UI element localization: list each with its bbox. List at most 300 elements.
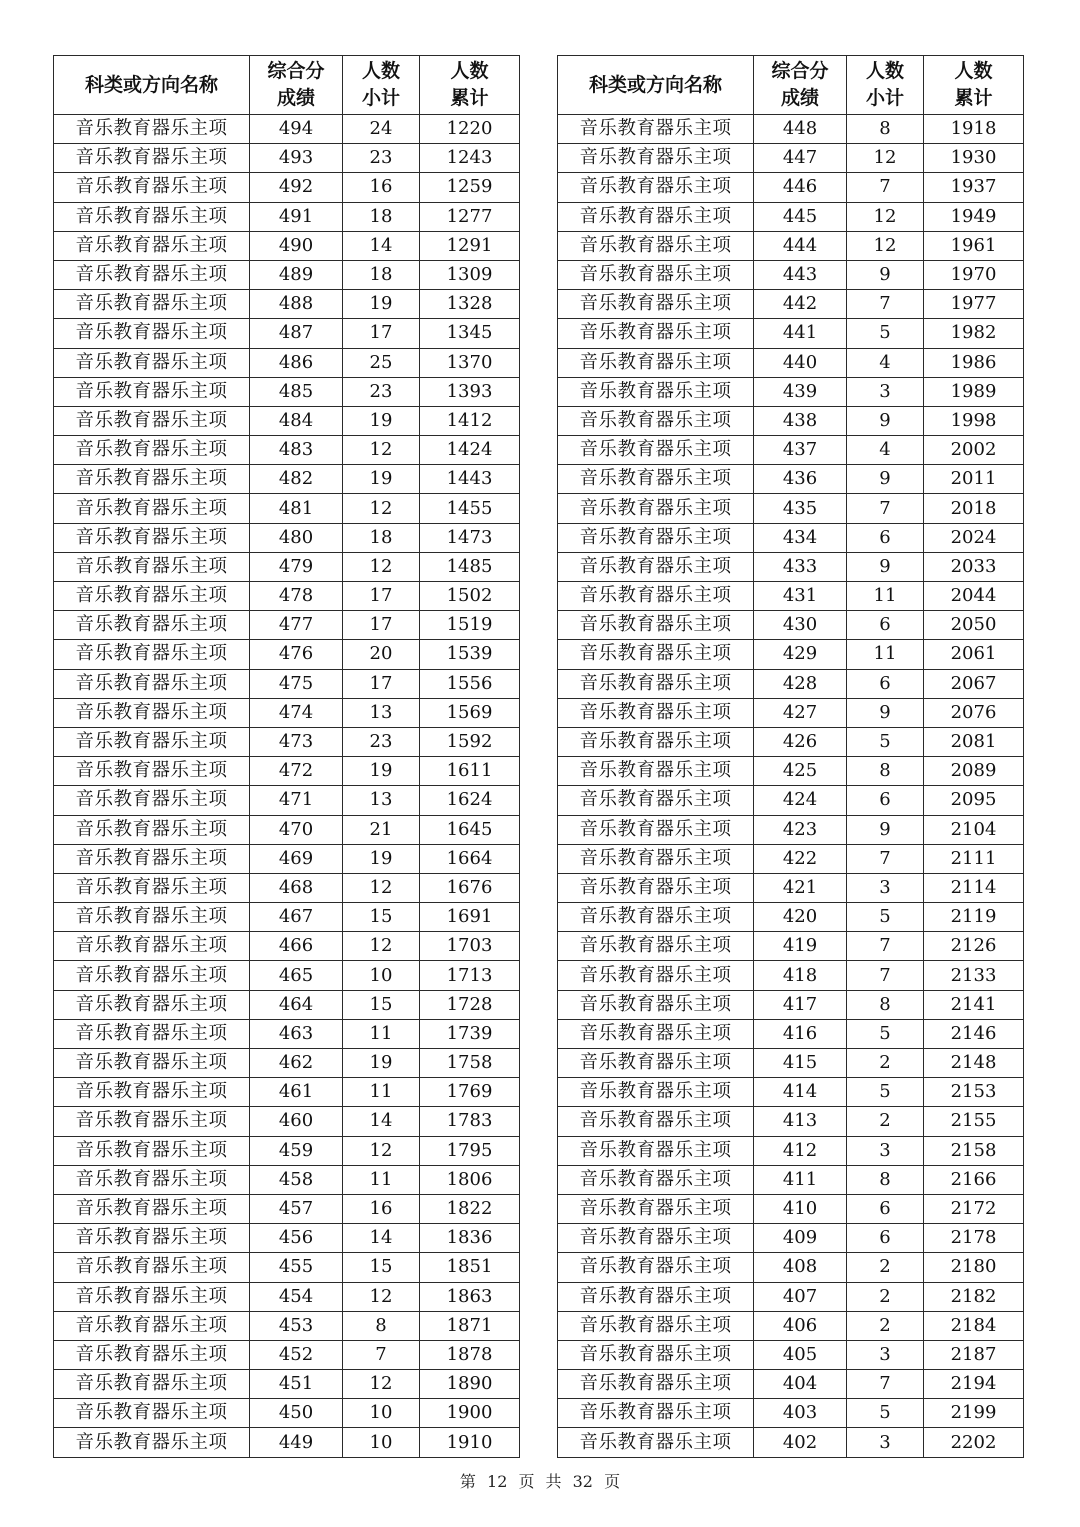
cell-count: 18 bbox=[343, 202, 420, 231]
cell-score: 491 bbox=[250, 202, 343, 231]
cell-count: 16 bbox=[343, 1194, 420, 1223]
cell-score: 428 bbox=[754, 669, 847, 698]
header-score: 综合分 成绩 bbox=[250, 56, 343, 115]
table-row bbox=[558, 669, 1024, 698]
cell-count: 2 bbox=[847, 1311, 924, 1340]
table-row bbox=[54, 523, 520, 552]
cell-name: 音乐教育器乐主项 bbox=[54, 523, 250, 552]
score-table-left bbox=[53, 55, 520, 1458]
table-row bbox=[558, 611, 1024, 640]
cell-score: 470 bbox=[250, 815, 343, 844]
cell-score: 437 bbox=[754, 436, 847, 465]
table-row bbox=[558, 1370, 1024, 1399]
cell-score: 408 bbox=[754, 1253, 847, 1282]
table-row bbox=[558, 1165, 1024, 1194]
cell-name: 音乐教育器乐主项 bbox=[54, 873, 250, 902]
table-row bbox=[54, 260, 520, 289]
table-row bbox=[54, 640, 520, 669]
table-row bbox=[558, 406, 1024, 435]
cell-name: 音乐教育器乐主项 bbox=[558, 844, 754, 873]
header-name: 科类或方向名称 bbox=[558, 56, 754, 115]
cell-cumulative: 1519 bbox=[420, 611, 520, 640]
cell-name: 音乐教育器乐主项 bbox=[54, 611, 250, 640]
cell-score: 449 bbox=[250, 1428, 343, 1457]
cell-name: 音乐教育器乐主项 bbox=[558, 552, 754, 581]
cell-name: 音乐教育器乐主项 bbox=[54, 1078, 250, 1107]
cell-cumulative: 2104 bbox=[924, 815, 1024, 844]
cell-score: 422 bbox=[754, 844, 847, 873]
cell-name: 音乐教育器乐主项 bbox=[54, 990, 250, 1019]
cell-cumulative: 1370 bbox=[420, 348, 520, 377]
cell-name: 音乐教育器乐主项 bbox=[558, 1194, 754, 1223]
cell-score: 468 bbox=[250, 873, 343, 902]
cell-cumulative: 2050 bbox=[924, 611, 1024, 640]
cell-score: 410 bbox=[754, 1194, 847, 1223]
table-row bbox=[558, 1049, 1024, 1078]
cell-count: 10 bbox=[343, 1428, 420, 1457]
cell-count: 20 bbox=[343, 640, 420, 669]
cell-score: 409 bbox=[754, 1224, 847, 1253]
cell-name: 音乐教育器乐主项 bbox=[54, 932, 250, 961]
cell-score: 450 bbox=[250, 1399, 343, 1428]
cell-score: 467 bbox=[250, 903, 343, 932]
cell-cumulative: 2202 bbox=[924, 1428, 1024, 1457]
cell-cumulative: 1485 bbox=[420, 552, 520, 581]
cell-count: 23 bbox=[343, 144, 420, 173]
cell-score: 451 bbox=[250, 1370, 343, 1399]
table-row bbox=[54, 290, 520, 319]
cell-score: 476 bbox=[250, 640, 343, 669]
cell-score: 430 bbox=[754, 611, 847, 640]
table-row bbox=[558, 903, 1024, 932]
cell-score: 488 bbox=[250, 290, 343, 319]
cell-count: 5 bbox=[847, 727, 924, 756]
cell-cumulative: 2166 bbox=[924, 1165, 1024, 1194]
cell-score: 456 bbox=[250, 1224, 343, 1253]
table-row bbox=[558, 786, 1024, 815]
table-row bbox=[558, 1194, 1024, 1223]
table-row bbox=[558, 1282, 1024, 1311]
cell-name: 音乐教育器乐主项 bbox=[54, 290, 250, 319]
cell-name: 音乐教育器乐主项 bbox=[558, 406, 754, 435]
cell-cumulative: 1998 bbox=[924, 406, 1024, 435]
cell-name: 音乐教育器乐主项 bbox=[558, 1078, 754, 1107]
table-row bbox=[558, 202, 1024, 231]
cell-score: 490 bbox=[250, 231, 343, 260]
cell-count: 6 bbox=[847, 611, 924, 640]
table-row bbox=[54, 815, 520, 844]
cell-name: 音乐教育器乐主项 bbox=[54, 1194, 250, 1223]
cell-name: 音乐教育器乐主项 bbox=[558, 1340, 754, 1369]
cell-score: 455 bbox=[250, 1253, 343, 1282]
cell-name: 音乐教育器乐主项 bbox=[54, 786, 250, 815]
table-row bbox=[54, 903, 520, 932]
cell-score: 465 bbox=[250, 961, 343, 990]
table-row bbox=[54, 115, 520, 144]
table-row bbox=[558, 844, 1024, 873]
table-row bbox=[558, 961, 1024, 990]
cell-name: 音乐教育器乐主项 bbox=[558, 990, 754, 1019]
header-cumulative: 人数 累计 bbox=[924, 56, 1024, 115]
cell-count: 3 bbox=[847, 1340, 924, 1369]
table-row bbox=[54, 319, 520, 348]
table-row bbox=[558, 1428, 1024, 1457]
cell-name: 音乐教育器乐主项 bbox=[558, 144, 754, 173]
cell-cumulative: 1611 bbox=[420, 757, 520, 786]
cell-count: 12 bbox=[343, 436, 420, 465]
cell-name: 音乐教育器乐主项 bbox=[54, 494, 250, 523]
cell-cumulative: 2011 bbox=[924, 465, 1024, 494]
table-row bbox=[54, 1078, 520, 1107]
cell-score: 403 bbox=[754, 1399, 847, 1428]
cell-count: 14 bbox=[343, 1107, 420, 1136]
cell-count: 6 bbox=[847, 786, 924, 815]
cell-cumulative: 1937 bbox=[924, 173, 1024, 202]
cell-name: 音乐教育器乐主项 bbox=[558, 1253, 754, 1282]
header-score: 综合分 成绩 bbox=[754, 56, 847, 115]
cell-score: 473 bbox=[250, 727, 343, 756]
cell-score: 453 bbox=[250, 1311, 343, 1340]
cell-count: 19 bbox=[343, 465, 420, 494]
cell-cumulative: 2067 bbox=[924, 669, 1024, 698]
cell-name: 音乐教育器乐主项 bbox=[54, 319, 250, 348]
cell-score: 492 bbox=[250, 173, 343, 202]
table-row bbox=[558, 757, 1024, 786]
cell-score: 427 bbox=[754, 698, 847, 727]
cell-name: 音乐教育器乐主项 bbox=[54, 1224, 250, 1253]
cell-name: 音乐教育器乐主项 bbox=[54, 348, 250, 377]
cell-name: 音乐教育器乐主项 bbox=[54, 436, 250, 465]
cell-name: 音乐教育器乐主项 bbox=[54, 1282, 250, 1311]
table-row bbox=[54, 406, 520, 435]
cell-name: 音乐教育器乐主项 bbox=[558, 1019, 754, 1048]
cell-score: 417 bbox=[754, 990, 847, 1019]
cell-count: 13 bbox=[343, 698, 420, 727]
cell-cumulative: 2119 bbox=[924, 903, 1024, 932]
table-row bbox=[54, 669, 520, 698]
cell-score: 463 bbox=[250, 1019, 343, 1048]
cell-name: 音乐教育器乐主项 bbox=[54, 903, 250, 932]
cell-cumulative: 1918 bbox=[924, 115, 1024, 144]
cell-name: 音乐教育器乐主项 bbox=[558, 873, 754, 902]
cell-count: 18 bbox=[343, 260, 420, 289]
cell-score: 426 bbox=[754, 727, 847, 756]
cell-score: 447 bbox=[754, 144, 847, 173]
cell-count: 12 bbox=[847, 231, 924, 260]
cell-name: 音乐教育器乐主项 bbox=[558, 640, 754, 669]
cell-cumulative: 1703 bbox=[420, 932, 520, 961]
cell-cumulative: 1424 bbox=[420, 436, 520, 465]
cell-name: 音乐教育器乐主项 bbox=[558, 1136, 754, 1165]
cell-count: 17 bbox=[343, 319, 420, 348]
cell-name: 音乐教育器乐主项 bbox=[558, 1107, 754, 1136]
cell-cumulative: 1795 bbox=[420, 1136, 520, 1165]
cell-count: 24 bbox=[343, 115, 420, 144]
cell-score: 444 bbox=[754, 231, 847, 260]
cell-count: 7 bbox=[847, 290, 924, 319]
cell-cumulative: 1878 bbox=[420, 1340, 520, 1369]
table-row bbox=[558, 231, 1024, 260]
cell-cumulative: 1822 bbox=[420, 1194, 520, 1223]
cell-count: 9 bbox=[847, 465, 924, 494]
table-row bbox=[54, 1340, 520, 1369]
cell-name: 音乐教育器乐主项 bbox=[54, 640, 250, 669]
cell-cumulative: 1739 bbox=[420, 1019, 520, 1048]
cell-score: 442 bbox=[754, 290, 847, 319]
cell-score: 460 bbox=[250, 1107, 343, 1136]
cell-count: 9 bbox=[847, 815, 924, 844]
table-row bbox=[558, 932, 1024, 961]
cell-count: 14 bbox=[343, 1224, 420, 1253]
table-row bbox=[558, 319, 1024, 348]
cell-name: 音乐教育器乐主项 bbox=[54, 815, 250, 844]
cell-name: 音乐教育器乐主项 bbox=[558, 727, 754, 756]
cell-cumulative: 1328 bbox=[420, 290, 520, 319]
cell-count: 4 bbox=[847, 436, 924, 465]
cell-name: 音乐教育器乐主项 bbox=[558, 1165, 754, 1194]
cell-name: 音乐教育器乐主项 bbox=[558, 961, 754, 990]
table-row bbox=[54, 231, 520, 260]
cell-cumulative: 2153 bbox=[924, 1078, 1024, 1107]
cell-name: 音乐教育器乐主项 bbox=[54, 1311, 250, 1340]
cell-score: 469 bbox=[250, 844, 343, 873]
cell-name: 音乐教育器乐主项 bbox=[558, 115, 754, 144]
cell-name: 音乐教育器乐主项 bbox=[54, 552, 250, 581]
cell-count: 10 bbox=[343, 961, 420, 990]
table-row bbox=[558, 640, 1024, 669]
cell-score: 429 bbox=[754, 640, 847, 669]
cell-name: 音乐教育器乐主项 bbox=[54, 1136, 250, 1165]
table-row bbox=[54, 932, 520, 961]
cell-score: 415 bbox=[754, 1049, 847, 1078]
table-row bbox=[54, 1311, 520, 1340]
cell-count: 5 bbox=[847, 903, 924, 932]
cell-count: 7 bbox=[847, 932, 924, 961]
table-row bbox=[54, 1165, 520, 1194]
cell-score: 466 bbox=[250, 932, 343, 961]
table-row bbox=[558, 144, 1024, 173]
cell-cumulative: 1970 bbox=[924, 260, 1024, 289]
table-row bbox=[558, 552, 1024, 581]
cell-name: 音乐教育器乐主项 bbox=[54, 465, 250, 494]
cell-count: 5 bbox=[847, 1078, 924, 1107]
cell-name: 音乐教育器乐主项 bbox=[54, 757, 250, 786]
cell-count: 2 bbox=[847, 1253, 924, 1282]
table-row bbox=[558, 1136, 1024, 1165]
cell-score: 423 bbox=[754, 815, 847, 844]
cell-score: 424 bbox=[754, 786, 847, 815]
table-row bbox=[558, 1078, 1024, 1107]
table-row bbox=[54, 1194, 520, 1223]
cell-count: 7 bbox=[847, 844, 924, 873]
cell-count: 8 bbox=[847, 1165, 924, 1194]
table-row bbox=[54, 202, 520, 231]
cell-cumulative: 1989 bbox=[924, 377, 1024, 406]
cell-cumulative: 1769 bbox=[420, 1078, 520, 1107]
cell-name: 音乐教育器乐主项 bbox=[54, 115, 250, 144]
cell-score: 478 bbox=[250, 582, 343, 611]
cell-count: 19 bbox=[343, 406, 420, 435]
cell-score: 419 bbox=[754, 932, 847, 961]
cell-score: 489 bbox=[250, 260, 343, 289]
cell-count: 6 bbox=[847, 1194, 924, 1223]
cell-count: 12 bbox=[847, 202, 924, 231]
table-row bbox=[558, 873, 1024, 902]
cell-cumulative: 2158 bbox=[924, 1136, 1024, 1165]
header-count: 人数 小计 bbox=[847, 56, 924, 115]
cell-cumulative: 2172 bbox=[924, 1194, 1024, 1223]
cell-name: 音乐教育器乐主项 bbox=[54, 1340, 250, 1369]
table-row bbox=[54, 611, 520, 640]
table-row bbox=[558, 815, 1024, 844]
cell-cumulative: 2089 bbox=[924, 757, 1024, 786]
cell-score: 464 bbox=[250, 990, 343, 1019]
cell-score: 413 bbox=[754, 1107, 847, 1136]
cell-name: 音乐教育器乐主项 bbox=[558, 348, 754, 377]
table-row bbox=[54, 786, 520, 815]
table-row bbox=[54, 727, 520, 756]
cell-score: 439 bbox=[754, 377, 847, 406]
cell-cumulative: 1645 bbox=[420, 815, 520, 844]
cell-name: 音乐教育器乐主项 bbox=[558, 319, 754, 348]
cell-count: 17 bbox=[343, 611, 420, 640]
cell-score: 433 bbox=[754, 552, 847, 581]
table-row bbox=[54, 990, 520, 1019]
cell-name: 音乐教育器乐主项 bbox=[54, 231, 250, 260]
header-name: 科类或方向名称 bbox=[54, 56, 250, 115]
table-row bbox=[558, 1107, 1024, 1136]
table-row bbox=[54, 377, 520, 406]
cell-cumulative: 1569 bbox=[420, 698, 520, 727]
cell-name: 音乐教育器乐主项 bbox=[558, 1399, 754, 1428]
cell-score: 471 bbox=[250, 786, 343, 815]
table-row bbox=[558, 260, 1024, 289]
cell-cumulative: 1539 bbox=[420, 640, 520, 669]
cell-name: 音乐教育器乐主项 bbox=[558, 231, 754, 260]
cell-cumulative: 1556 bbox=[420, 669, 520, 698]
table-row bbox=[558, 1340, 1024, 1369]
table-row bbox=[54, 1399, 520, 1428]
cell-cumulative: 1243 bbox=[420, 144, 520, 173]
cell-count: 15 bbox=[343, 1253, 420, 1282]
cell-count: 12 bbox=[343, 1136, 420, 1165]
cell-name: 音乐教育器乐主项 bbox=[54, 173, 250, 202]
cell-name: 音乐教育器乐主项 bbox=[558, 903, 754, 932]
cell-cumulative: 1871 bbox=[420, 1311, 520, 1340]
cell-score: 459 bbox=[250, 1136, 343, 1165]
cell-count: 23 bbox=[343, 377, 420, 406]
cell-score: 480 bbox=[250, 523, 343, 552]
cell-cumulative: 2111 bbox=[924, 844, 1024, 873]
table-row bbox=[54, 465, 520, 494]
cell-name: 音乐教育器乐主项 bbox=[558, 1224, 754, 1253]
table-row bbox=[54, 173, 520, 202]
cell-cumulative: 1624 bbox=[420, 786, 520, 815]
cell-count: 19 bbox=[343, 757, 420, 786]
cell-count: 19 bbox=[343, 290, 420, 319]
table-header-row bbox=[558, 56, 1024, 115]
table-row bbox=[54, 844, 520, 873]
cell-name: 音乐教育器乐主项 bbox=[558, 1370, 754, 1399]
cell-score: 420 bbox=[754, 903, 847, 932]
cell-name: 音乐教育器乐主项 bbox=[54, 727, 250, 756]
table-row bbox=[558, 1019, 1024, 1048]
cell-cumulative: 2024 bbox=[924, 523, 1024, 552]
table-row bbox=[558, 377, 1024, 406]
cell-cumulative: 2126 bbox=[924, 932, 1024, 961]
cell-score: 461 bbox=[250, 1078, 343, 1107]
cell-cumulative: 1930 bbox=[924, 144, 1024, 173]
cell-score: 475 bbox=[250, 669, 343, 698]
cell-cumulative: 1713 bbox=[420, 961, 520, 990]
cell-cumulative: 1220 bbox=[420, 115, 520, 144]
cell-count: 5 bbox=[847, 1399, 924, 1428]
table-body-left bbox=[54, 115, 520, 1458]
cell-score: 405 bbox=[754, 1340, 847, 1369]
cell-name: 音乐教育器乐主项 bbox=[558, 698, 754, 727]
table-row bbox=[558, 173, 1024, 202]
cell-count: 11 bbox=[343, 1165, 420, 1194]
table-row bbox=[54, 1107, 520, 1136]
table-row bbox=[54, 348, 520, 377]
cell-cumulative: 2033 bbox=[924, 552, 1024, 581]
cell-cumulative: 2061 bbox=[924, 640, 1024, 669]
cell-cumulative: 2194 bbox=[924, 1370, 1024, 1399]
cell-score: 448 bbox=[754, 115, 847, 144]
cell-cumulative: 1412 bbox=[420, 406, 520, 435]
cell-cumulative: 1455 bbox=[420, 494, 520, 523]
cell-cumulative: 1890 bbox=[420, 1370, 520, 1399]
cell-count: 3 bbox=[847, 873, 924, 902]
cell-score: 425 bbox=[754, 757, 847, 786]
cell-count: 23 bbox=[343, 727, 420, 756]
table-row bbox=[54, 961, 520, 990]
cell-score: 458 bbox=[250, 1165, 343, 1194]
cell-cumulative: 1783 bbox=[420, 1107, 520, 1136]
cell-cumulative: 2199 bbox=[924, 1399, 1024, 1428]
cell-count: 3 bbox=[847, 1428, 924, 1457]
cell-count: 5 bbox=[847, 1019, 924, 1048]
cell-cumulative: 1900 bbox=[420, 1399, 520, 1428]
table-row bbox=[558, 698, 1024, 727]
cell-cumulative: 1949 bbox=[924, 202, 1024, 231]
cell-name: 音乐教育器乐主项 bbox=[54, 669, 250, 698]
cell-score: 474 bbox=[250, 698, 343, 727]
cell-name: 音乐教育器乐主项 bbox=[558, 582, 754, 611]
cell-cumulative: 2184 bbox=[924, 1311, 1024, 1340]
cell-cumulative: 1758 bbox=[420, 1049, 520, 1078]
table-row bbox=[558, 436, 1024, 465]
table-row bbox=[54, 1370, 520, 1399]
cell-cumulative: 2018 bbox=[924, 494, 1024, 523]
cell-count: 2 bbox=[847, 1107, 924, 1136]
cell-count: 12 bbox=[343, 932, 420, 961]
cell-count: 8 bbox=[847, 115, 924, 144]
table-row bbox=[558, 1399, 1024, 1428]
cell-score: 462 bbox=[250, 1049, 343, 1078]
cell-name: 音乐教育器乐主项 bbox=[54, 1370, 250, 1399]
cell-cumulative: 1502 bbox=[420, 582, 520, 611]
cell-count: 12 bbox=[343, 873, 420, 902]
cell-count: 7 bbox=[343, 1340, 420, 1369]
cell-score: 441 bbox=[754, 319, 847, 348]
cell-count: 12 bbox=[343, 1282, 420, 1311]
table-row bbox=[558, 115, 1024, 144]
cell-cumulative: 1728 bbox=[420, 990, 520, 1019]
cell-cumulative: 1309 bbox=[420, 260, 520, 289]
cell-score: 418 bbox=[754, 961, 847, 990]
cell-count: 17 bbox=[343, 582, 420, 611]
